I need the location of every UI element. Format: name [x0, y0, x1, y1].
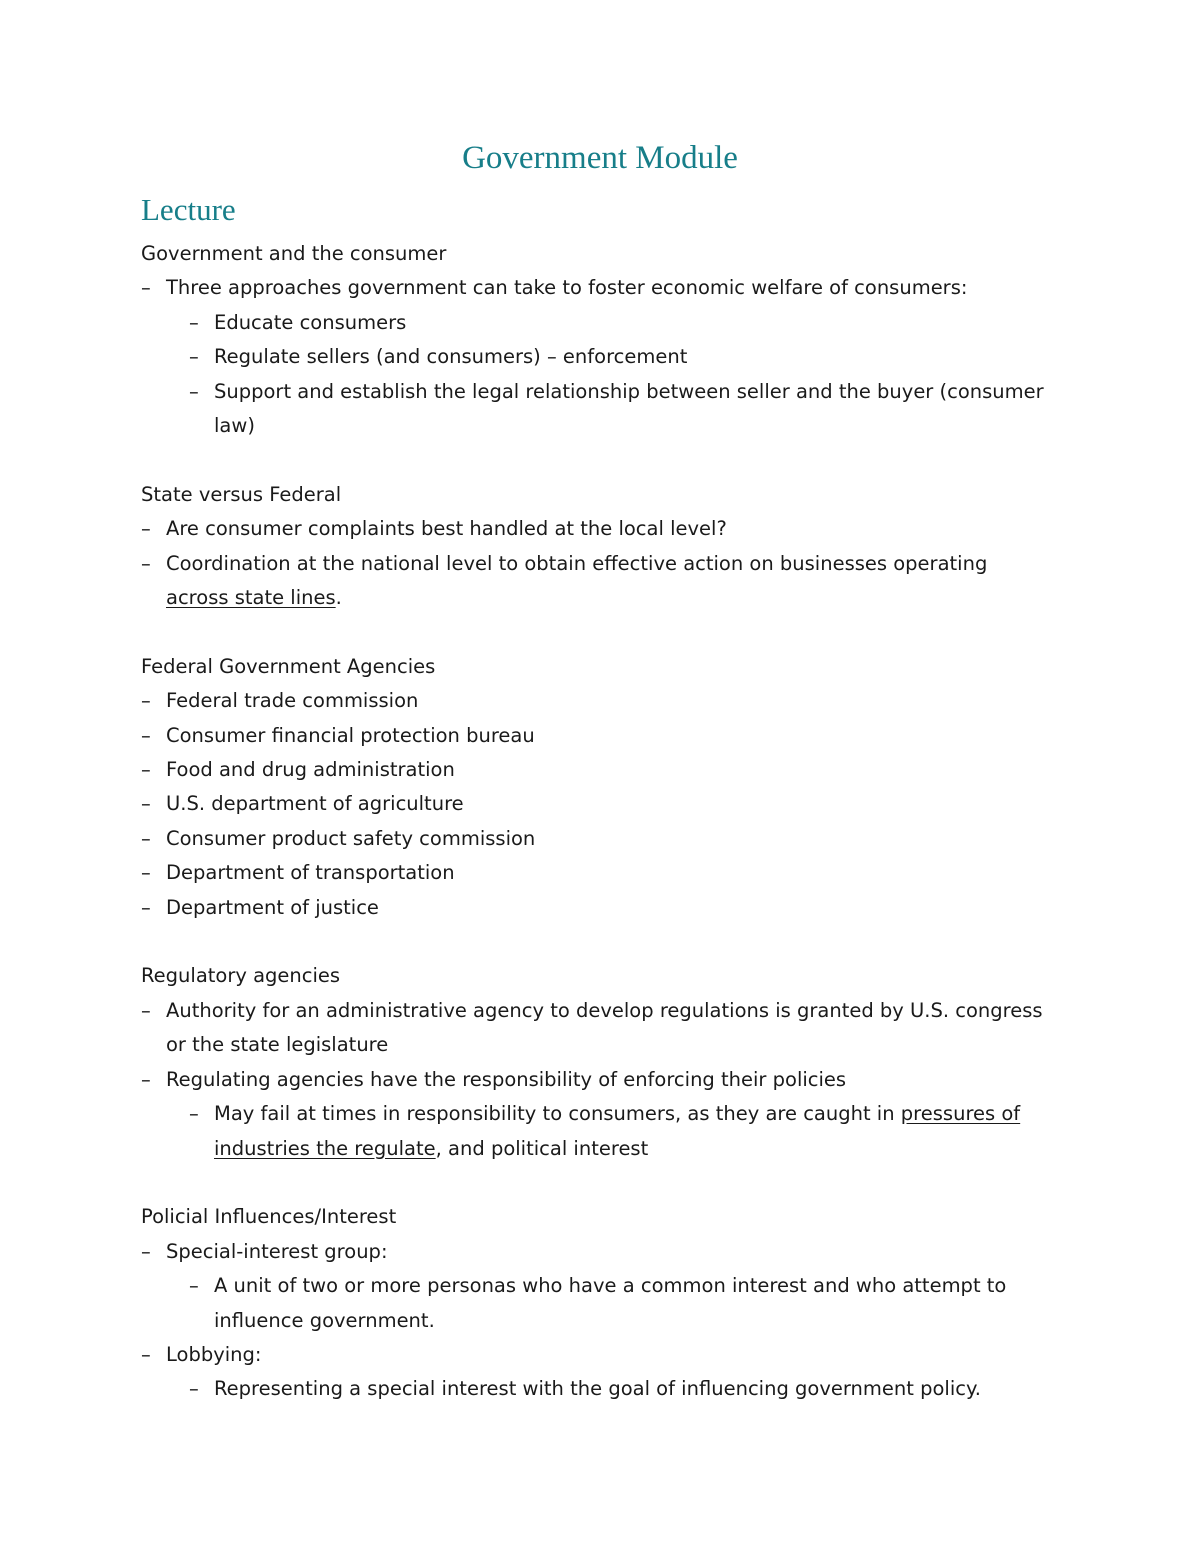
bullet-list	[141, 512, 1051, 615]
sub-list-item	[141, 375, 1051, 444]
list-item	[141, 512, 1051, 546]
list-item-text: Regulating agencies have the responsibility of enforcing their policies	[166, 1067, 847, 1091]
list-item	[141, 684, 1051, 718]
page-title: Government Module	[462, 140, 738, 176]
section-federal-agencies	[141, 650, 1051, 925]
underlined-text: pressures of industries the regulate	[214, 1102, 1021, 1160]
sub-list-item	[141, 340, 1051, 374]
section-state-federal	[141, 478, 1051, 616]
list-item-text: Support and establish the legal relationship between seller and the buyer (consumer law)	[214, 379, 1044, 438]
list-item	[141, 822, 1051, 856]
bullet-list	[141, 271, 1051, 443]
dash-bullet: –	[141, 276, 151, 300]
dash-bullet: –	[141, 689, 151, 713]
section-title: Policial Influences/Interest	[141, 1205, 397, 1229]
dash-bullet: –	[189, 379, 199, 403]
section-heading: Lecture	[141, 192, 236, 227]
dash-bullet: –	[141, 758, 151, 782]
list-item-text: Department of transportation	[166, 861, 455, 885]
dash-bullet: –	[189, 1377, 199, 1401]
list-item-text: Department of justice	[166, 895, 379, 919]
list-item-text: Are consumer complaints best handled at the local level?	[166, 517, 727, 541]
list-item	[141, 856, 1051, 890]
section-title: Regulatory agencies	[141, 964, 341, 988]
list-item-text: Authority for an administrative agency to develop regulations is granted by U.S. congress or the state legislature	[166, 998, 1043, 1057]
list-item-text: .	[335, 586, 342, 610]
section-title: State versus Federal	[141, 482, 342, 506]
dash-bullet: –	[141, 1067, 151, 1091]
underlined-text: across state lines	[166, 586, 336, 610]
dash-bullet: –	[141, 517, 151, 541]
list-item	[141, 1063, 1051, 1097]
list-item	[141, 719, 1051, 753]
section-regulatory-agencies	[141, 959, 1051, 1165]
list-item-text: , and political interest	[435, 1136, 649, 1160]
dash-bullet: –	[141, 826, 151, 850]
list-item-text: Consumer financial protection bureau	[166, 723, 535, 747]
list-item-text: Special-interest group:	[166, 1239, 388, 1263]
list-item-text: Coordination at the national level to obtain effective action on businesses operating	[166, 551, 988, 575]
list-item	[141, 994, 1051, 1063]
dash-bullet: –	[141, 551, 151, 575]
list-item-text: Consumer product safety commission	[166, 826, 536, 850]
list-item-text: May fail at times in responsibility to consumers, as they are caught in	[214, 1102, 901, 1126]
list-item-text: U.S. department of agriculture	[166, 792, 464, 816]
sub-list-item	[141, 1097, 1051, 1166]
dash-bullet: –	[189, 310, 199, 334]
list-item	[141, 547, 1051, 616]
section-title: Federal Government Agencies	[141, 654, 436, 678]
dash-bullet: –	[141, 1239, 151, 1263]
list-item	[141, 787, 1051, 821]
dash-bullet: –	[141, 792, 151, 816]
bullet-list	[141, 684, 1051, 925]
list-item-text: Educate consumers	[214, 310, 407, 334]
bullet-list	[141, 994, 1051, 1166]
dash-bullet: –	[141, 723, 151, 747]
dash-bullet: –	[189, 1274, 199, 1298]
section-government-consumer	[141, 237, 1051, 443]
list-item	[141, 1338, 1051, 1372]
dash-bullet: –	[141, 895, 151, 919]
list-item-text: Lobbying:	[166, 1342, 262, 1366]
list-item	[141, 271, 1051, 305]
section-title: Government and the consumer	[141, 242, 447, 265]
section-political-influences	[141, 1200, 1051, 1406]
list-item-text: Regulate sellers (and consumers) – enforcement	[214, 345, 688, 369]
list-item-text: Federal trade commission	[166, 689, 419, 713]
list-item	[141, 1235, 1051, 1269]
sub-list-item	[141, 1372, 1051, 1406]
dash-bullet: –	[189, 345, 199, 369]
list-item-text: Food and drug administration	[166, 758, 455, 782]
sub-list-item	[141, 306, 1051, 340]
dash-bullet: –	[189, 1102, 199, 1126]
list-item-text: Representing a special interest with the goal of influencing government policy.	[214, 1377, 981, 1401]
lecture-content	[141, 237, 1051, 1441]
list-item	[141, 753, 1051, 787]
list-item	[141, 891, 1051, 925]
dash-bullet: –	[141, 861, 151, 885]
dash-bullet: –	[141, 998, 151, 1022]
sub-list-item	[141, 1269, 1051, 1338]
dash-bullet: –	[141, 1342, 151, 1366]
list-item-text: Three approaches government can take to foster economic welfare of consumers:	[166, 276, 968, 300]
bullet-list	[141, 1235, 1051, 1407]
list-item-text: A unit of two or more personas who have a common interest and who attempt to influence government.	[214, 1274, 1007, 1332]
